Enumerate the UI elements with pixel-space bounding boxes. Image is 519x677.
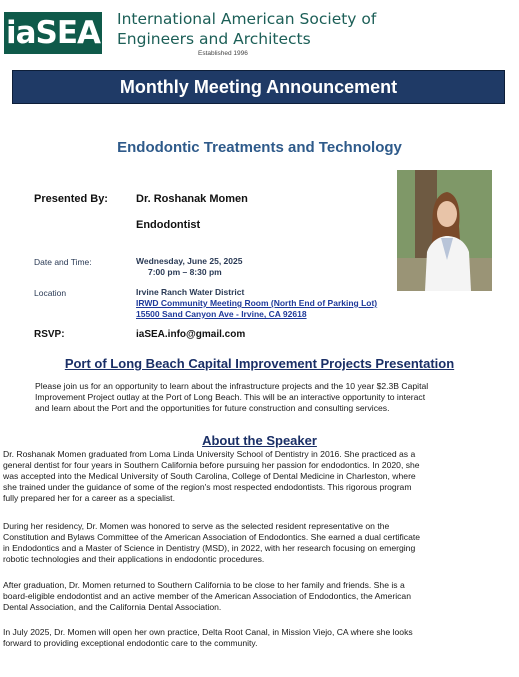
rsvp-label: RSVP: xyxy=(34,329,65,340)
speaker-paragraph-3 xyxy=(3,580,515,613)
port-line: Improvement Project outlay at the Port of Long Beach. This will be an interactive opportunity to interact xyxy=(35,391,426,402)
port-section-title: Port of Long Beach Capital Improvement Projects Presentation xyxy=(64,356,455,371)
presenter-name: Dr. Roshanak Momen xyxy=(136,193,248,205)
meeting-time: 7:00 pm – 8:30 pm xyxy=(148,267,222,277)
speaker-paragraph-1 xyxy=(3,449,515,504)
paragraph-line: robotic technologies and their applications in endodontic procedures. xyxy=(3,553,265,564)
paragraph-line: Dental Association, and the California Dental Association. xyxy=(3,601,222,612)
rsvp-email[interactable]: iaSEA.info@gmail.com xyxy=(136,329,246,340)
paragraph-line: fully prepared her for a career as a specialist. xyxy=(3,492,175,503)
org-name-line1: International American Society of xyxy=(117,10,377,28)
port-line: Please join us for an opportunity to learn about the infrastructure projects and the 10 year $2.3B Capital xyxy=(35,381,429,391)
port-section-body xyxy=(35,381,515,414)
location-line1: Irvine Ranch Water District xyxy=(136,287,245,297)
iasea-logo: iaSEA xyxy=(4,12,102,54)
location-label: Location xyxy=(34,288,67,298)
speaker-photo xyxy=(397,170,492,291)
speaker-paragraph-2 xyxy=(3,521,515,565)
about-speaker-title: About the Speaker xyxy=(202,433,317,448)
announcement-banner: Monthly Meeting Announcement xyxy=(12,70,505,104)
paragraph-line: During her residency, Dr. Momen was honored to serve as the selected resident representative on the xyxy=(3,521,390,531)
presented-by-label: Presented By: xyxy=(34,193,108,205)
speaker-paragraph-4 xyxy=(3,627,515,649)
established-note: Established 1996 xyxy=(198,50,248,57)
presenter-title: Endodontist xyxy=(136,219,201,231)
paragraph-line: Constitution and Bylaws Committee of the American Association of Endodontics. She earned a dual certificate xyxy=(3,531,421,542)
meeting-date: Wednesday, June 25, 2025 xyxy=(136,256,243,266)
meeting-topic: Endodontic Treatments and Technology xyxy=(117,139,402,156)
paragraph-line: forward to providing exceptional endodontic care to the community. xyxy=(3,637,258,648)
org-name-line2: Engineers and Architects xyxy=(117,30,311,48)
date-time-label: Date and Time: xyxy=(34,257,92,267)
paragraph-line: board-eligible endodontist and an active member of the American Association of Endodontics, the American xyxy=(3,590,411,601)
paragraph-line: Dr. Roshanak Momen graduated from Loma Linda University School of Dentistry in 2016. She practiced as a xyxy=(3,449,416,459)
paragraph-line: After graduation, Dr. Momen returned to Southern California to be close to her family and friends. She is a xyxy=(3,580,405,590)
organization-name xyxy=(117,9,376,49)
paragraph-line: was accepted into the Medical University of South Carolina, College of Dental Medicine in Charleston, where xyxy=(3,470,416,481)
paragraph-line: she trained under the guidance of some of the region's most respected endodontists. This rigorous program xyxy=(3,481,412,492)
location-address-link[interactable]: 15500 Sand Canyon Ave - Irvine, CA 92618 xyxy=(136,309,307,319)
paragraph-line: In July 2025, Dr. Momen will open her own practice, Delta Root Canal, in Mission Viejo, CA where she looks xyxy=(3,627,413,637)
location-room-link[interactable]: IRWD Community Meeting Room (North End of Parking Lot) xyxy=(136,298,378,308)
paragraph-line: in Endodontics and a Master of Science in Dentistry (MSD), in 2022, with her research focusing on emerging xyxy=(3,542,416,553)
paragraph-line: general dentist for four years in Southern California before pursuing her passion for endodontics. In 2020, she xyxy=(3,459,420,470)
speaker-portrait-illustration xyxy=(397,170,492,291)
port-line: and learn about the Port and the opportunities for future construction and consulting services. xyxy=(35,402,390,413)
